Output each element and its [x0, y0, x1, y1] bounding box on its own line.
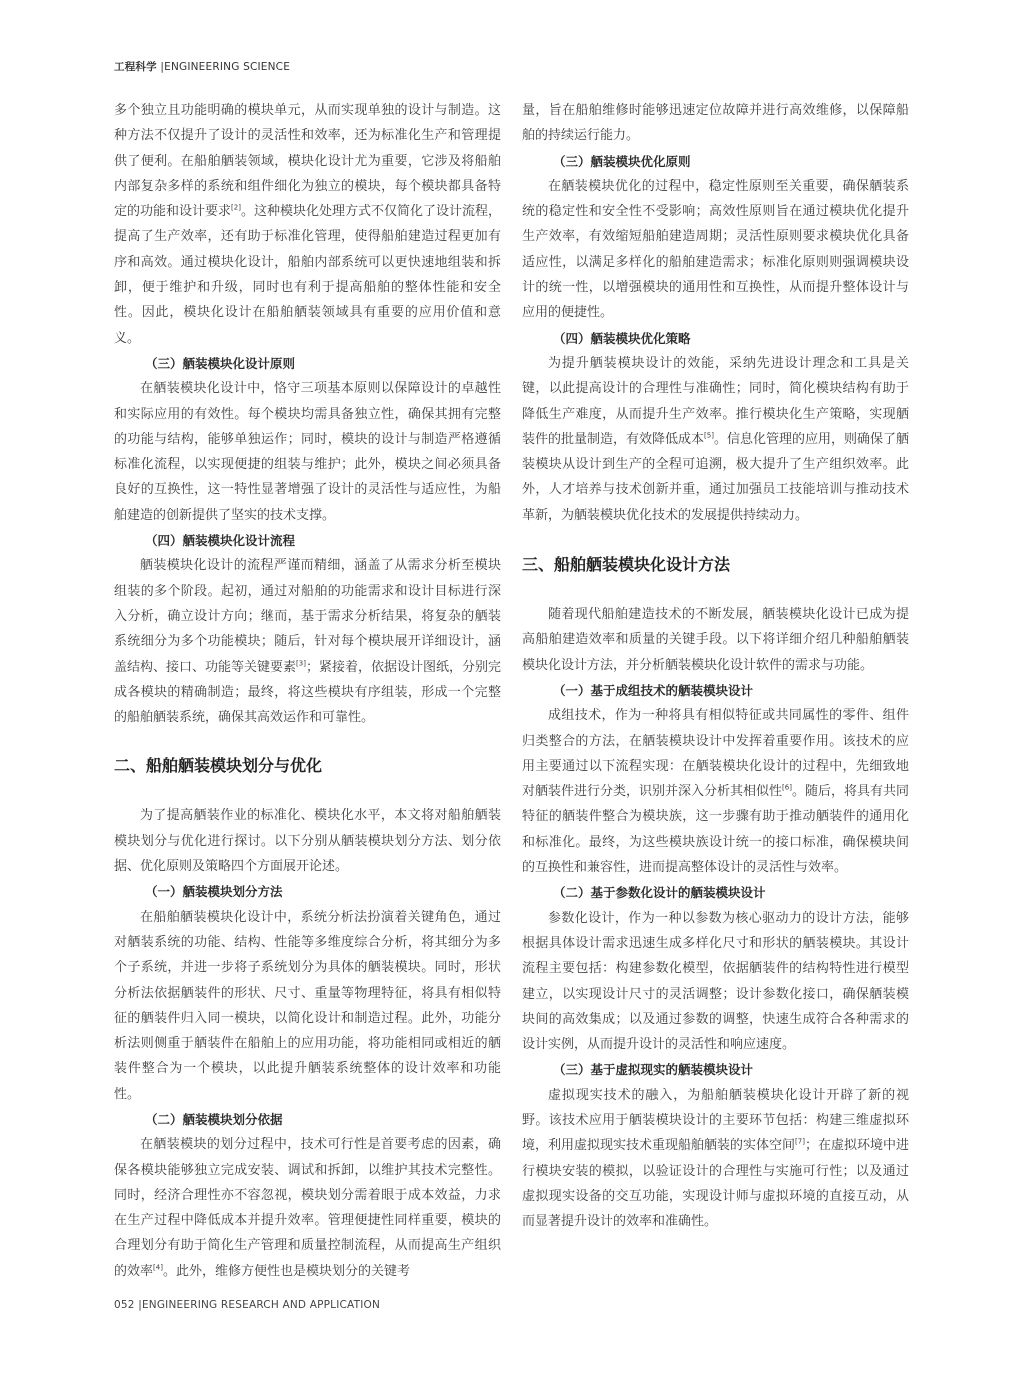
- paragraph: [114, 98, 501, 351]
- running-footer: [114, 1299, 380, 1311]
- paragraph-text: 。随后，将具有共同特征的舾装件整合为模块族，这一步骤有助于推动舾装件的通用化和标准化。最终，为这些模块族设计统一的接口标准，确保模块间的互换性和兼容性，进而提高整体设计的灵活性与效率。: [522, 784, 909, 876]
- paragraph: 在船舶舾装模块化设计中，系统分析法扮演着关键角色，通过对舾装系统的功能、结构、性能等多维度综合分析，将其细分为多个子系统，并进一步将子系统划分为具体的舾装模块。同时，形状分析法依据舾装件的形状、尺寸、重量等物理特征，将具有相似特征的舾装件归入同一模块，以简化设计和制造过程。此外，功能分析法则侧重于舾装件在船舶上的应用功能，将功能相同或相近的舾装件整合为一个模块，以此提升舾装系统整体的设计效率和功能性。: [114, 909, 501, 1102]
- paragraph: 参数化设计，作为一种以参数为核心驱动力的设计方法，能够根据具体设计需求迅速生成多样化尺寸和形状的舾装模块。其设计流程主要包括：构建参数化模型，依据舾装件的结构特性进行模型建立，以实现设计尺寸的灵活调整；设计参数化接口，确保舾装模块间的高效集成；以及通过参数的调整，快速生成符合各种需求的设计实例，从而提升设计的灵活性和响应速度。: [522, 910, 909, 1053]
- right-column: [522, 98, 909, 1234]
- footer-separator: |: [138, 1299, 142, 1311]
- header-separator: |: [160, 61, 165, 73]
- section-heading: 二、船舶舾装模块划分与优化: [114, 756, 323, 776]
- subsection-heading: （二）基于参数化设计的舾装模块设计: [553, 885, 766, 901]
- subsection-heading: （四）舾装模块优化策略: [553, 330, 691, 346]
- paragraph-text: 。此外，维修方便性也是模块划分的关键考: [162, 1263, 410, 1279]
- subsection-heading: （一）舾装模块划分方法: [145, 884, 283, 900]
- paragraph: [114, 553, 501, 730]
- paragraph-text: 为提升舾装模块设计的效能，采纳先进设计理念和工具是关键，以此提高设计的合理性与准确性；同时，简化模块结构有助于降低生产难度，从而提升生产效率。推行模块化生产策略，实现舾装件的批量制造，有效降低成本: [522, 355, 909, 447]
- paragraph-text: 虚拟现实技术的融入，为船舶舾装模块化设计开辟了新的视野。该技术应用于舾装模块设计的主要环节包括：构建三维虚拟环境，利用虚拟现实技术重现船舶舾装的实体空间: [522, 1087, 909, 1154]
- subsection-heading: （三）舾装模块优化原则: [553, 153, 691, 169]
- subsection-heading: （三）舾装模块化设计原则: [145, 355, 296, 371]
- citation: [4]: [153, 1263, 163, 1272]
- paragraph-text: ；紧接着，依据设计图纸，分别完成各模块的精确制造；最终，将这些模块有序组装，形成一个完整的船舶舾装系统，确保其高效运作和可靠性。: [114, 659, 501, 726]
- subsection-heading: （三）基于虚拟现实的舾装模块设计: [553, 1062, 754, 1078]
- citation: [5]: [704, 431, 714, 440]
- paragraph-text: 。信息化管理的应用，则确保了舾装模块从设计到生产的全程可追溯，极大提升了生产组织效率。此外，人才培养与技术创新并重，通过加强员工技能培训与推动技术革新，为舾装模块优化技术的发展提供持续动力。: [522, 431, 909, 523]
- paragraph: [522, 351, 909, 528]
- citation: [6]: [782, 783, 792, 792]
- journal-name-en: ENGINEERING SCIENCE: [164, 61, 291, 73]
- section-heading: 三、船舶舾装模块化设计方法: [522, 555, 731, 575]
- paragraph-text: 。这种模块化处理方式不仅简化了设计流程，提高了生产效率，还有助于标准化管理，使得船舶建造过程更加有序和高效。通过模块化设计，船舶内部系统可以更快速地组装和拆卸，便于维护和升级，同时也有利于提高船舶的整体性能和安全性。因此，模块化设计在船舶舾装领域具有重要的应用价值和意义。: [114, 204, 501, 346]
- paragraph: 在舾装模块优化的过程中，稳定性原则至关重要，确保舾装系统的稳定性和安全性不受影响；高效性原则旨在通过模块优化提升生产效率，有效缩短船舶建造周期；灵活性原则要求模块优化具备适应性，以满足多样化的船舶建造需求；标准化原则则强调模块设计的统一性，以增强模块的通用性和互换性，从而提升整体设计与应用的便捷性。: [522, 178, 909, 321]
- paragraph-text: 在舾装模块的划分过程中，技术可行性是首要考虑的因素，确保各模块能够独立完成安装、调试和拆卸，以维护其技术完整性。同时，经济合理性亦不容忽视，模块划分需着眼于成本效益，力求在生产过程中降低成本并提升效率。管理便捷性同样重要，模块的合理划分有助于简化生产管理和质量控制流程，从而提高生产组织的效率: [114, 1137, 501, 1279]
- journal-name-en: ENGINEERING RESEARCH AND APPLICATION: [141, 1299, 381, 1311]
- running-header: [114, 59, 290, 74]
- paragraph-text: 多个独立且功能明确的模块单元，从而实现单独的设计与制造。这种方法不仅提升了设计的灵活性和效率，还为标准化生产和管理提供了便利。在船舶舾装领域，模块化设计尤为重要，它涉及将船舶内部复杂多样的系统和组件细化为独立的模块，每个模块都具备特定的功能和设计要求: [114, 103, 501, 220]
- page-number: 052: [114, 1299, 135, 1311]
- paragraph: 在舾装模块化设计中，恪守三项基本原则以保障设计的卓越性和实际应用的有效性。每个模块均需具备独立性，确保其拥有完整的功能与结构，能够单独运作；同时，模块的设计与制造严格遵循标准化流程，以实现便捷的组装与维护；此外，模块之间必须具备良好的互换性，这一特性显著增强了设计的灵活性与适应性，为船舶建造的创新提供了坚实的技术支撑。: [114, 381, 501, 523]
- journal-name-cn: 工程科学: [114, 61, 157, 73]
- citation: [7]: [795, 1137, 805, 1146]
- paragraph-text: 舾装模块化设计的流程严谨而精细，涵盖了从需求分析至模块组装的多个阶段。起初，通过对船舶的功能需求和设计目标进行深入分析，确立设计方向；继而，基于需求分析结果，将复杂的舾装系统细分为多个功能模块；随后，针对每个模块展开详细设计，涵盖结构、接口、功能等关键要素: [114, 558, 501, 675]
- left-column: [114, 98, 501, 1284]
- paragraph: [522, 1083, 909, 1235]
- paragraph-text: 成组技术，作为一种将具有相似特征或共同属性的零件、组件归类整合的方法，在舾装模块设计中发挥着重要作用。该技术的应用主要通过以下流程实现：在舾装模块化设计的过程中，先细致地对舾装件进行分类，识别并深入分析其相似性: [522, 708, 909, 800]
- subsection-heading: （二）舾装模块划分依据: [145, 1111, 283, 1127]
- paragraph: 量，旨在船舶维修时能够迅速定位故障并进行高效维修，以保障船舶的持续运行能力。: [522, 103, 909, 144]
- subsection-heading: （一）基于成组技术的舾装模块设计: [553, 682, 754, 698]
- paragraph: [522, 703, 909, 880]
- paragraph-text: ；在虚拟环境中进行模块安装的模拟，以验证设计的合理性与实施可行性；以及通过虚拟现实设备的交互功能，实现设计师与虚拟环境的直接互动，从而显著提升设计的效率和准确性。: [522, 1138, 909, 1230]
- subsection-heading: （四）舾装模块化设计流程: [145, 533, 296, 549]
- paragraph: 随着现代船舶建造技术的不断发展，舾装模块化设计已成为提高船舶建造效率和质量的关键手段。以下将详细介绍几种船舶舾装模块化设计方法，并分析舾装模块化设计软件的需求与功能。: [522, 607, 909, 673]
- paragraph: 为了提高舾装作业的标准化、模块化水平，本文将对船舶舾装模块划分与优化进行探讨。以下分别从舾装模块划分方法、划分依据、优化原则及策略四个方面展开论述。: [114, 808, 501, 875]
- citation: [3]: [296, 659, 306, 668]
- paragraph: [114, 1132, 501, 1284]
- citation: [2]: [231, 203, 241, 212]
